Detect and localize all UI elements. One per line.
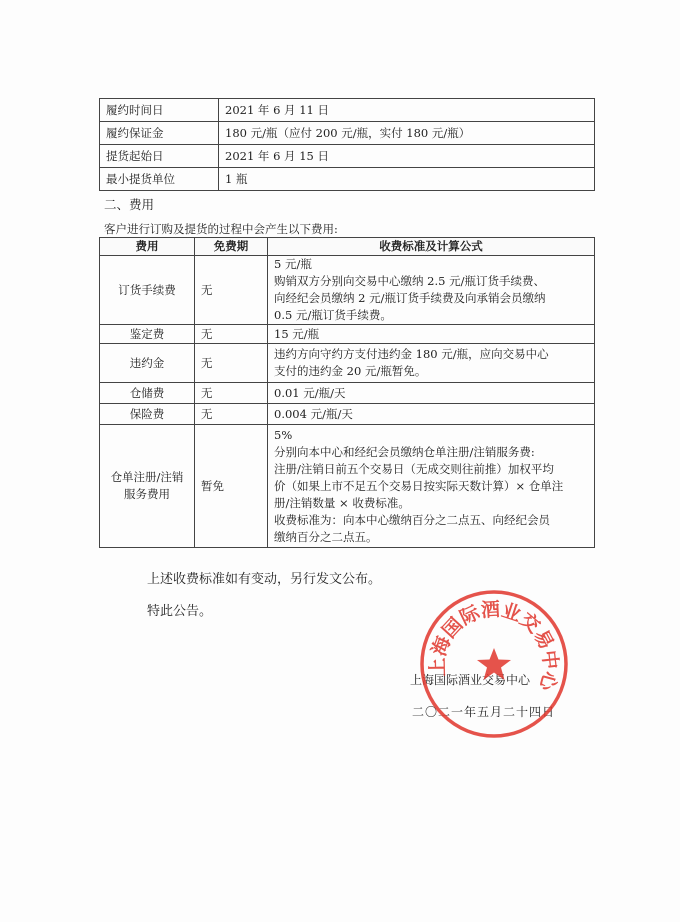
fee-row — [100, 344, 595, 383]
signature-date: 二〇二一年五月二十四日 — [412, 705, 556, 719]
fee-name: 鉴定费 — [100, 325, 195, 344]
info-label: 提货起始日 — [100, 145, 219, 168]
fee-row — [100, 425, 595, 548]
info-label: 最小提货单位 — [100, 168, 219, 191]
header-fee: 费用 — [100, 238, 195, 256]
fee-free-period: 无 — [195, 404, 268, 425]
fee-standard — [268, 325, 595, 344]
fee-row — [100, 383, 595, 404]
official-seal — [418, 588, 570, 740]
seal-star-icon — [477, 648, 511, 680]
fee-standard — [268, 383, 595, 404]
header-free-period: 免费期 — [195, 238, 268, 256]
fee-name: 仓单注册/注销服务费用 — [100, 425, 195, 548]
info-row — [100, 122, 595, 145]
info-label: 履约时间日 — [100, 99, 219, 122]
section-title: 二、费用 — [104, 197, 155, 212]
fee-free-period: 无 — [195, 256, 268, 325]
fee-standard — [268, 256, 595, 325]
info-row — [100, 145, 595, 168]
fee-table — [99, 237, 595, 548]
fee-row — [100, 256, 595, 325]
fee-standard-line: 5% — [274, 427, 293, 442]
notice-change-text: 上述收费标准如有变动，另行发文公布。 — [147, 572, 382, 587]
fee-standard-line: 0.01 元/瓶/天 — [274, 385, 346, 400]
seal-text: 上海国际酒业交易中心 — [426, 598, 562, 694]
fee-name: 仓储费 — [100, 383, 195, 404]
info-value: 1 瓶 — [219, 168, 595, 191]
info-value: 180 元/瓶（应付 200 元/瓶，实付 180 元/瓶） — [219, 122, 595, 145]
fee-standard-line: 分别向本中心和经纪会员缴纳仓单注册/注销服务费: — [274, 444, 535, 459]
fee-standard — [268, 425, 595, 548]
fee-standard-line: 缴纳百分之二点五。 — [274, 529, 378, 544]
fee-standard-line: 0.004 元/瓶/天 — [274, 406, 353, 421]
fee-row — [100, 404, 595, 425]
info-row — [100, 99, 595, 122]
fee-row — [100, 325, 595, 344]
fee-name: 保险费 — [100, 404, 195, 425]
info-value: 2021 年 6 月 11 日 — [219, 99, 595, 122]
fee-name: 违约金 — [100, 344, 195, 383]
intro-text: 客户进行订购及提货的过程中会产生以下费用: — [104, 222, 338, 236]
fee-standard-line: 违约方向守约方支付违约金 180 元/瓶，应向交易中心 — [274, 347, 549, 361]
fee-free-period: 暂免 — [195, 425, 268, 548]
info-value: 2021 年 6 月 15 日 — [219, 145, 595, 168]
fee-standard-line: 0.5 元/瓶订货手续费。 — [274, 308, 392, 322]
fee-standard-line: 购销双方分别向交易中心缴纳 2.5 元/瓶订货手续费、 — [274, 274, 545, 288]
info-label: 履约保证金 — [100, 122, 219, 145]
contract-info-table — [99, 98, 595, 191]
info-row — [100, 168, 595, 191]
fee-name: 订货手续费 — [100, 256, 195, 325]
fee-standard-line: 支付的违约金 20 元/瓶暂免。 — [274, 364, 427, 378]
fee-table-header-row — [100, 238, 595, 256]
fee-standard-line: 册/注销数量 × 收费标准。 — [274, 495, 410, 510]
fee-standard-line: 向经纪会员缴纳 2 元/瓶订货手续费及向承销会员缴纳 — [274, 291, 546, 305]
fee-standard-line: 收费标准为：向本中心缴纳百分之二点五、向经纪会员 — [274, 512, 550, 527]
fee-standard-line: 5 元/瓶 — [274, 257, 312, 271]
header-standard: 收费标准及计算公式 — [268, 238, 595, 256]
fee-free-period: 无 — [195, 383, 268, 404]
fee-free-period: 无 — [195, 344, 268, 383]
fee-standard — [268, 404, 595, 425]
fee-standard-line: 注册/注销日前五个交易日（无成交则往前推）加权平均 — [274, 461, 554, 476]
fee-free-period: 无 — [195, 325, 268, 344]
fee-standard — [268, 344, 595, 383]
fee-standard-line: 15 元/瓶 — [274, 326, 320, 341]
fee-standard-line: 价（如果上市不足五个交易日按实际天数计算）× 仓单注 — [274, 478, 564, 493]
notice-closing-text: 特此公告。 — [147, 604, 213, 619]
signature-organization: 上海国际酒业交易中心 — [410, 673, 531, 687]
